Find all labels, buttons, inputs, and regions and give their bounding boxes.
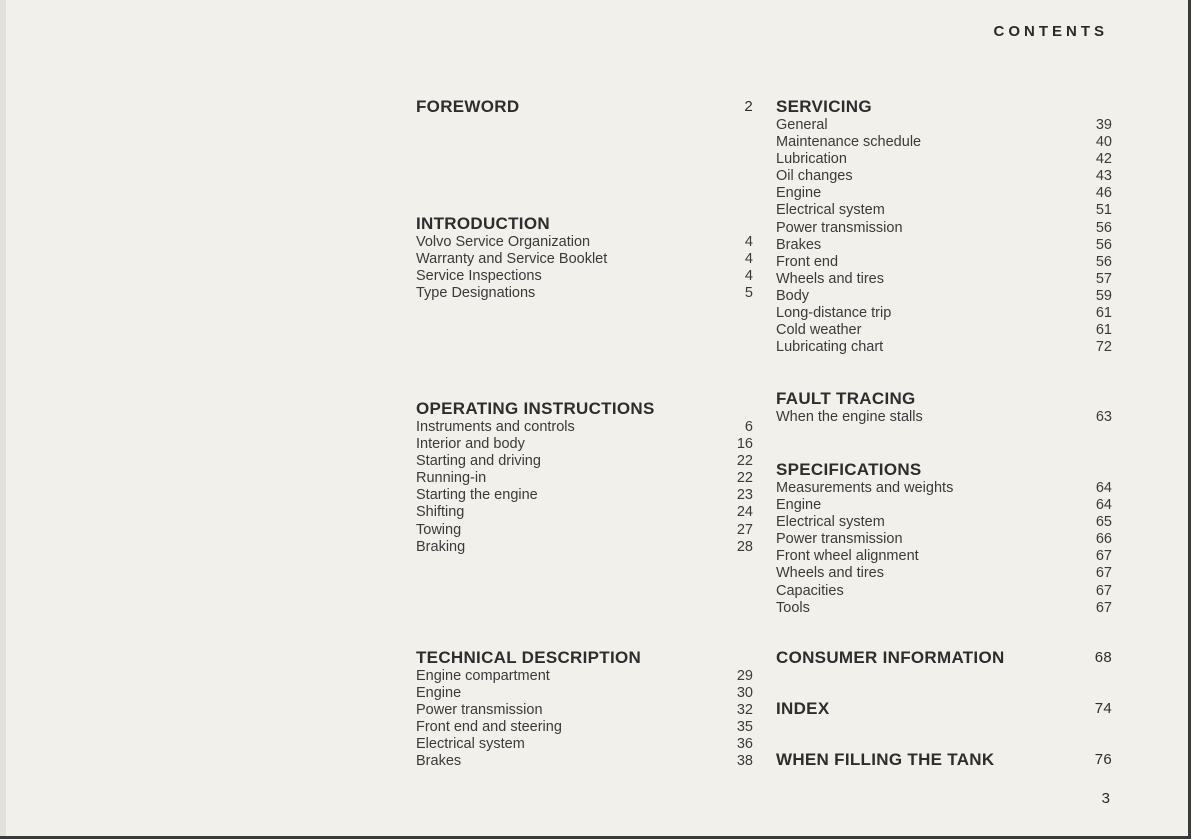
entry-page: 59 [1095,287,1112,304]
entry-page: 67 [1095,548,1112,565]
section-foreword [416,97,753,117]
entry-label: Electrical system [776,514,885,531]
entry-label: Brakes [776,236,822,253]
toc-entry [776,565,1112,582]
entry-label: Braking [416,538,466,555]
entry-label: Towing [416,521,462,538]
entry-page: 16 [736,436,753,453]
entry-page: 63 [1095,409,1112,425]
toc-entry [416,234,753,251]
entry-label: Power transmission [416,702,543,719]
entry-label: Service Inspections [416,268,542,285]
entry-list [416,419,753,556]
entry-page: 67 [1095,582,1112,599]
entry-page: 61 [1095,322,1112,339]
section-heading [776,648,1112,668]
section-heading [776,389,1112,409]
entry-label: Starting and driving [416,453,541,470]
entry-label: Electrical system [776,202,885,219]
entry-label: Power transmission [776,219,903,236]
entry-page: 35 [736,719,753,736]
toc-entry [776,497,1112,514]
entry-page: 42 [1095,151,1112,168]
entry-page: 32 [736,702,753,719]
heading-text: SPECIFICATIONS [776,460,922,479]
entry-label: Starting the engine [416,487,538,504]
section-heading [416,214,753,234]
entry-list [776,480,1112,617]
entry-label: Body [776,287,810,304]
entry-page: 23 [736,487,753,504]
section-operating-instructions [416,399,753,556]
toc-entry [416,285,753,302]
section-servicing [776,97,1112,356]
entry-label: Warranty and Service Booklet [416,251,608,268]
entry-label: Volvo Service Organization [416,234,591,250]
entry-page: 67 [1095,599,1112,616]
entry-page: 64 [1095,480,1112,496]
section-index [776,699,1112,719]
entry-page: 28 [736,538,753,555]
toc-entry [776,288,1112,305]
section-consumer-information [776,648,1112,668]
entry-label: Wheels and tires [776,565,884,582]
entry-page: 46 [1095,185,1112,202]
entry-label: Engine compartment [416,668,550,684]
section-fault-tracing [776,389,1112,426]
entry-page: 40 [1095,134,1112,151]
toc-entry [776,202,1112,219]
entry-label: Instruments and controls [416,419,575,435]
toc-entry [416,522,753,539]
heading-text: WHEN FILLING THE TANK [776,750,995,769]
toc-entry [776,237,1112,254]
heading-page: 68 [1094,649,1112,666]
toc-entry [776,134,1112,151]
entry-list [416,234,753,302]
section-technical-description [416,648,753,771]
entry-page: 36 [736,736,753,753]
entry-page: 5 [744,285,753,302]
toc-entry [776,117,1112,134]
entry-label: Brakes [416,753,462,770]
entry-list [776,117,1112,356]
entry-label: Power transmission [776,531,903,548]
entry-page: 22 [736,470,753,487]
entry-page: 4 [744,234,753,250]
entry-list [776,409,1112,426]
entry-label: Shifting [416,504,465,521]
toc-entry [416,539,753,556]
entry-label: Capacities [776,582,844,599]
toc-entry [416,453,753,470]
entry-label: Lubricating chart [776,339,884,356]
heading-text: OPERATING INSTRUCTIONS [416,399,655,418]
toc-entry [416,251,753,268]
toc-entry [416,470,753,487]
entry-page: 22 [736,453,753,470]
entry-label: Wheels and tires [776,270,884,287]
entry-label: Long-distance trip [776,305,892,322]
section-specifications [776,460,1112,617]
entry-page: 64 [1095,497,1112,514]
entry-label: Engine [416,685,462,702]
entry-list [416,668,753,771]
entry-page: 72 [1095,339,1112,356]
entry-page: 65 [1095,514,1112,531]
toc-entry [776,271,1112,288]
heading-page: 76 [1094,751,1112,768]
page-title: CONTENTS [993,23,1108,40]
section-heading [776,460,1112,480]
heading-text: INTRODUCTION [416,214,550,233]
entry-label: Running-in [416,470,487,487]
toc-entry [776,339,1112,356]
entry-page: 4 [744,268,753,285]
toc-entry [776,480,1112,497]
entry-page: 27 [736,521,753,538]
toc-entry [416,419,753,436]
entry-page: 56 [1095,253,1112,270]
entry-page: 57 [1095,270,1112,287]
heading-text: FOREWORD [416,97,520,116]
toc-entry [776,531,1112,548]
toc-entry [776,254,1112,271]
entry-page: 30 [736,685,753,702]
toc-entry [776,305,1112,322]
entry-label: Front end and steering [416,719,562,736]
entry-label: Engine [776,185,822,202]
toc-entry [416,702,753,719]
entry-label: Type Designations [416,285,536,302]
section-when-filling-the-tank [776,750,1112,770]
toc-entry [416,685,753,702]
entry-page: 56 [1095,236,1112,253]
heading-page: 2 [744,98,753,115]
toc-entry [416,668,753,685]
toc-entry [776,220,1112,237]
toc-entry [416,268,753,285]
toc-entry [776,514,1112,531]
heading-text: TECHNICAL DESCRIPTION [416,648,642,667]
heading-text: INDEX [776,699,830,718]
entry-page: 4 [744,251,753,268]
section-introduction [416,214,753,302]
toc-entry [776,151,1112,168]
entry-label: General [776,117,828,133]
toc-entry [416,719,753,736]
toc-entry [776,409,1112,426]
entry-page: 29 [736,668,753,684]
entry-label: Front end [776,253,839,270]
entry-page: 39 [1095,117,1112,133]
page-left-edge [0,0,6,839]
entry-label: Interior and body [416,436,525,453]
toc-entry [416,436,753,453]
toc-entry [776,583,1112,600]
toc-entry [416,504,753,521]
entry-label: When the engine stalls [776,409,923,425]
entry-page: 61 [1095,305,1112,322]
section-heading [416,399,753,419]
entry-page: 6 [744,419,753,435]
section-heading [776,750,1112,770]
entry-label: Tools [776,599,810,616]
toc-entry [776,548,1112,565]
heading-text: CONSUMER INFORMATION [776,648,1005,667]
entry-page: 38 [736,753,753,770]
section-heading [776,699,1112,719]
entry-page: 24 [736,504,753,521]
toc-entry [416,736,753,753]
section-heading [416,648,753,668]
toc-entry [416,487,753,504]
entry-label: Cold weather [776,322,862,339]
toc-entry [776,168,1112,185]
entry-label: Lubrication [776,151,847,168]
entry-label: Maintenance schedule [776,134,922,151]
heading-text: SERVICING [776,97,872,116]
entry-label: Oil changes [776,168,853,185]
toc-entry [776,322,1112,339]
entry-page: 66 [1095,531,1112,548]
entry-page: 43 [1095,168,1112,185]
toc-entry [416,753,753,770]
section-heading [416,97,753,117]
entry-label: Electrical system [416,736,525,753]
page-number: 3 [1101,790,1110,807]
section-heading [776,97,1112,117]
entry-page: 56 [1095,219,1112,236]
entry-page: 51 [1095,202,1112,219]
entry-page: 67 [1095,565,1112,582]
heading-text: FAULT TRACING [776,389,916,408]
entry-label: Engine [776,497,822,514]
entry-label: Front wheel alignment [776,548,919,565]
toc-entry [776,600,1112,617]
toc-entry [776,185,1112,202]
entry-label: Measurements and weights [776,480,954,496]
heading-page: 74 [1094,700,1112,717]
